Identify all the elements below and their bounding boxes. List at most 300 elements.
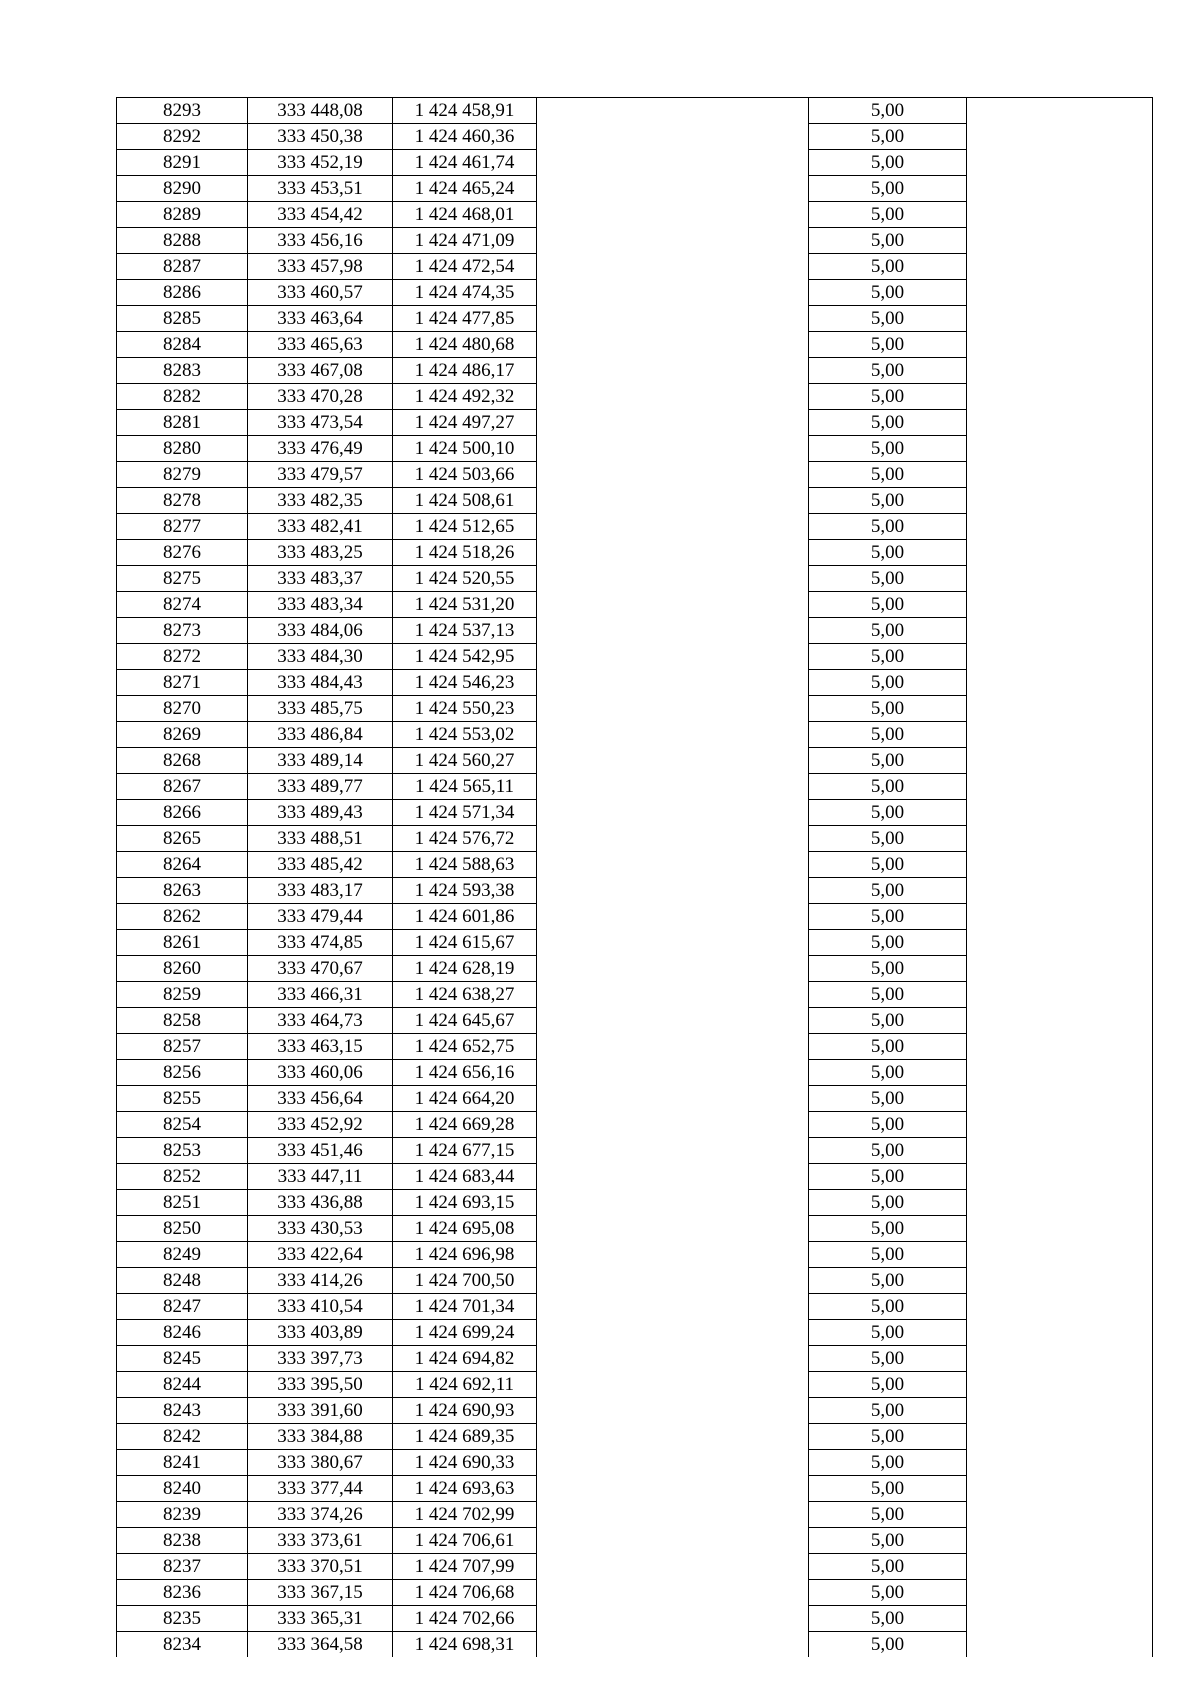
- value-cell: 5,00: [809, 644, 967, 670]
- value-cell: 5,00: [809, 280, 967, 306]
- blank-cell: [537, 202, 809, 228]
- table-row: [117, 1450, 1153, 1476]
- value-cell: 5,00: [809, 696, 967, 722]
- value-cell: 5,00: [809, 228, 967, 254]
- table-row: [117, 826, 1153, 852]
- x-coordinate-cell: 333 422,64: [248, 1242, 393, 1268]
- blank-cell: [537, 280, 809, 306]
- blank-right-cell: [967, 1554, 1153, 1580]
- point-number-cell: 8258: [117, 1008, 248, 1034]
- x-coordinate-cell: 333 476,49: [248, 436, 393, 462]
- value-cell: 5,00: [809, 124, 967, 150]
- point-number-cell: 8285: [117, 306, 248, 332]
- y-coordinate-cell: 1 424 508,61: [393, 488, 537, 514]
- coordinates-table: [116, 97, 1153, 1657]
- table-row: [117, 1190, 1153, 1216]
- y-coordinate-cell: 1 424 677,15: [393, 1138, 537, 1164]
- point-number-cell: 8265: [117, 826, 248, 852]
- x-coordinate-cell: 333 391,60: [248, 1398, 393, 1424]
- x-coordinate-cell: 333 377,44: [248, 1476, 393, 1502]
- y-coordinate-cell: 1 424 531,20: [393, 592, 537, 618]
- blank-right-cell: [967, 1580, 1153, 1606]
- blank-cell: [537, 1372, 809, 1398]
- table-row: [117, 306, 1153, 332]
- y-coordinate-cell: 1 424 471,09: [393, 228, 537, 254]
- point-number-cell: 8287: [117, 254, 248, 280]
- table-row: [117, 852, 1153, 878]
- table-row: [117, 696, 1153, 722]
- value-cell: 5,00: [809, 1580, 967, 1606]
- x-coordinate-cell: 333 373,61: [248, 1528, 393, 1554]
- table-row: [117, 566, 1153, 592]
- blank-right-cell: [967, 982, 1153, 1008]
- table-row: [117, 748, 1153, 774]
- y-coordinate-cell: 1 424 465,24: [393, 176, 537, 202]
- value-cell: 5,00: [809, 774, 967, 800]
- point-number-cell: 8272: [117, 644, 248, 670]
- table-row: [117, 1632, 1153, 1658]
- blank-cell: [537, 644, 809, 670]
- x-coordinate-cell: 333 483,37: [248, 566, 393, 592]
- blank-cell: [537, 800, 809, 826]
- table-row: [117, 1138, 1153, 1164]
- point-number-cell: 8274: [117, 592, 248, 618]
- blank-right-cell: [967, 774, 1153, 800]
- point-number-cell: 8238: [117, 1528, 248, 1554]
- blank-right-cell: [967, 1346, 1153, 1372]
- value-cell: 5,00: [809, 1008, 967, 1034]
- table-row: [117, 1112, 1153, 1138]
- x-coordinate-cell: 333 467,08: [248, 358, 393, 384]
- point-number-cell: 8292: [117, 124, 248, 150]
- table-row: [117, 904, 1153, 930]
- point-number-cell: 8242: [117, 1424, 248, 1450]
- table-row: [117, 462, 1153, 488]
- table-row: [117, 1476, 1153, 1502]
- point-number-cell: 8270: [117, 696, 248, 722]
- y-coordinate-cell: 1 424 565,11: [393, 774, 537, 800]
- value-cell: 5,00: [809, 436, 967, 462]
- blank-cell: [537, 982, 809, 1008]
- point-number-cell: 8261: [117, 930, 248, 956]
- value-cell: 5,00: [809, 332, 967, 358]
- x-coordinate-cell: 333 403,89: [248, 1320, 393, 1346]
- value-cell: 5,00: [809, 1164, 967, 1190]
- blank-cell: [537, 1008, 809, 1034]
- blank-cell: [537, 930, 809, 956]
- blank-cell: [537, 1190, 809, 1216]
- y-coordinate-cell: 1 424 645,67: [393, 1008, 537, 1034]
- point-number-cell: 8250: [117, 1216, 248, 1242]
- blank-cell: [537, 1164, 809, 1190]
- point-number-cell: 8269: [117, 722, 248, 748]
- blank-right-cell: [967, 150, 1153, 176]
- point-number-cell: 8263: [117, 878, 248, 904]
- y-coordinate-cell: 1 424 537,13: [393, 618, 537, 644]
- point-number-cell: 8260: [117, 956, 248, 982]
- x-coordinate-cell: 333 454,42: [248, 202, 393, 228]
- blank-right-cell: [967, 1242, 1153, 1268]
- value-cell: 5,00: [809, 462, 967, 488]
- value-cell: 5,00: [809, 670, 967, 696]
- table-row: [117, 280, 1153, 306]
- blank-right-cell: [967, 904, 1153, 930]
- y-coordinate-cell: 1 424 693,63: [393, 1476, 537, 1502]
- table-row: [117, 1346, 1153, 1372]
- point-number-cell: 8283: [117, 358, 248, 384]
- blank-right-cell: [967, 956, 1153, 982]
- table-row: [117, 488, 1153, 514]
- x-coordinate-cell: 333 457,98: [248, 254, 393, 280]
- x-coordinate-cell: 333 456,16: [248, 228, 393, 254]
- point-number-cell: 8253: [117, 1138, 248, 1164]
- value-cell: 5,00: [809, 930, 967, 956]
- x-coordinate-cell: 333 365,31: [248, 1606, 393, 1632]
- blank-right-cell: [967, 124, 1153, 150]
- point-number-cell: 8282: [117, 384, 248, 410]
- value-cell: 5,00: [809, 384, 967, 410]
- y-coordinate-cell: 1 424 503,66: [393, 462, 537, 488]
- y-coordinate-cell: 1 424 576,72: [393, 826, 537, 852]
- value-cell: 5,00: [809, 956, 967, 982]
- point-number-cell: 8289: [117, 202, 248, 228]
- point-number-cell: 8236: [117, 1580, 248, 1606]
- y-coordinate-cell: 1 424 683,44: [393, 1164, 537, 1190]
- blank-cell: [537, 1346, 809, 1372]
- point-number-cell: 8284: [117, 332, 248, 358]
- blank-cell: [537, 176, 809, 202]
- blank-right-cell: [967, 852, 1153, 878]
- value-cell: 5,00: [809, 800, 967, 826]
- y-coordinate-cell: 1 424 560,27: [393, 748, 537, 774]
- value-cell: 5,00: [809, 202, 967, 228]
- y-coordinate-cell: 1 424 696,98: [393, 1242, 537, 1268]
- y-coordinate-cell: 1 424 707,99: [393, 1554, 537, 1580]
- value-cell: 5,00: [809, 1216, 967, 1242]
- value-cell: 5,00: [809, 1190, 967, 1216]
- point-number-cell: 8293: [117, 98, 248, 124]
- value-cell: 5,00: [809, 488, 967, 514]
- blank-cell: [537, 878, 809, 904]
- table-row: [117, 1034, 1153, 1060]
- blank-cell: [537, 124, 809, 150]
- blank-right-cell: [967, 254, 1153, 280]
- blank-cell: [537, 1398, 809, 1424]
- y-coordinate-cell: 1 424 500,10: [393, 436, 537, 462]
- blank-cell: [537, 1502, 809, 1528]
- blank-right-cell: [967, 878, 1153, 904]
- x-coordinate-cell: 333 486,84: [248, 722, 393, 748]
- y-coordinate-cell: 1 424 656,16: [393, 1060, 537, 1086]
- x-coordinate-cell: 333 479,44: [248, 904, 393, 930]
- blank-right-cell: [967, 1528, 1153, 1554]
- x-coordinate-cell: 333 485,42: [248, 852, 393, 878]
- x-coordinate-cell: 333 489,43: [248, 800, 393, 826]
- y-coordinate-cell: 1 424 472,54: [393, 254, 537, 280]
- x-coordinate-cell: 333 374,26: [248, 1502, 393, 1528]
- blank-right-cell: [967, 1372, 1153, 1398]
- blank-right-cell: [967, 1112, 1153, 1138]
- table-row: [117, 150, 1153, 176]
- x-coordinate-cell: 333 489,14: [248, 748, 393, 774]
- x-coordinate-cell: 333 484,06: [248, 618, 393, 644]
- blank-cell: [537, 462, 809, 488]
- table-row: [117, 1502, 1153, 1528]
- x-coordinate-cell: 333 464,73: [248, 1008, 393, 1034]
- value-cell: 5,00: [809, 1268, 967, 1294]
- blank-cell: [537, 1320, 809, 1346]
- blank-right-cell: [967, 1190, 1153, 1216]
- value-cell: 5,00: [809, 1372, 967, 1398]
- blank-right-cell: [967, 1502, 1153, 1528]
- table-row: [117, 1268, 1153, 1294]
- point-number-cell: 8290: [117, 176, 248, 202]
- point-number-cell: 8271: [117, 670, 248, 696]
- point-number-cell: 8255: [117, 1086, 248, 1112]
- point-number-cell: 8235: [117, 1606, 248, 1632]
- blank-right-cell: [967, 1606, 1153, 1632]
- value-cell: 5,00: [809, 826, 967, 852]
- x-coordinate-cell: 333 482,41: [248, 514, 393, 540]
- table-row: [117, 254, 1153, 280]
- y-coordinate-cell: 1 424 460,36: [393, 124, 537, 150]
- blank-cell: [537, 1554, 809, 1580]
- value-cell: 5,00: [809, 1112, 967, 1138]
- y-coordinate-cell: 1 424 474,35: [393, 280, 537, 306]
- point-number-cell: 8264: [117, 852, 248, 878]
- blank-right-cell: [967, 280, 1153, 306]
- point-number-cell: 8249: [117, 1242, 248, 1268]
- x-coordinate-cell: 333 473,54: [248, 410, 393, 436]
- value-cell: 5,00: [809, 1554, 967, 1580]
- y-coordinate-cell: 1 424 628,19: [393, 956, 537, 982]
- blank-cell: [537, 1138, 809, 1164]
- x-coordinate-cell: 333 470,67: [248, 956, 393, 982]
- point-number-cell: 8243: [117, 1398, 248, 1424]
- table-row: [117, 1164, 1153, 1190]
- blank-right-cell: [967, 228, 1153, 254]
- blank-right-cell: [967, 826, 1153, 852]
- x-coordinate-cell: 333 436,88: [248, 1190, 393, 1216]
- table-row: [117, 1242, 1153, 1268]
- value-cell: 5,00: [809, 1346, 967, 1372]
- value-cell: 5,00: [809, 1242, 967, 1268]
- coordinates-table-body: [117, 98, 1153, 1658]
- y-coordinate-cell: 1 424 461,74: [393, 150, 537, 176]
- table-row: [117, 384, 1153, 410]
- value-cell: 5,00: [809, 254, 967, 280]
- value-cell: 5,00: [809, 722, 967, 748]
- blank-right-cell: [967, 1476, 1153, 1502]
- blank-right-cell: [967, 384, 1153, 410]
- blank-cell: [537, 826, 809, 852]
- blank-right-cell: [967, 514, 1153, 540]
- point-number-cell: 8248: [117, 1268, 248, 1294]
- y-coordinate-cell: 1 424 652,75: [393, 1034, 537, 1060]
- value-cell: 5,00: [809, 150, 967, 176]
- blank-cell: [537, 1580, 809, 1606]
- blank-cell: [537, 904, 809, 930]
- x-coordinate-cell: 333 450,38: [248, 124, 393, 150]
- table-row: [117, 1086, 1153, 1112]
- blank-cell: [537, 670, 809, 696]
- blank-cell: [537, 1242, 809, 1268]
- blank-cell: [537, 592, 809, 618]
- blank-right-cell: [967, 1086, 1153, 1112]
- blank-cell: [537, 410, 809, 436]
- blank-cell: [537, 1216, 809, 1242]
- x-coordinate-cell: 333 456,64: [248, 1086, 393, 1112]
- blank-right-cell: [967, 1060, 1153, 1086]
- x-coordinate-cell: 333 364,58: [248, 1632, 393, 1658]
- point-number-cell: 8241: [117, 1450, 248, 1476]
- x-coordinate-cell: 333 397,73: [248, 1346, 393, 1372]
- y-coordinate-cell: 1 424 486,17: [393, 358, 537, 384]
- table-row: [117, 1008, 1153, 1034]
- table-row: [117, 592, 1153, 618]
- value-cell: 5,00: [809, 1502, 967, 1528]
- blank-right-cell: [967, 462, 1153, 488]
- table-row: [117, 436, 1153, 462]
- y-coordinate-cell: 1 424 690,33: [393, 1450, 537, 1476]
- point-number-cell: 8254: [117, 1112, 248, 1138]
- y-coordinate-cell: 1 424 512,65: [393, 514, 537, 540]
- value-cell: 5,00: [809, 1528, 967, 1554]
- y-coordinate-cell: 1 424 480,68: [393, 332, 537, 358]
- blank-right-cell: [967, 1424, 1153, 1450]
- table-row: [117, 1216, 1153, 1242]
- y-coordinate-cell: 1 424 694,82: [393, 1346, 537, 1372]
- value-cell: 5,00: [809, 566, 967, 592]
- point-number-cell: 8267: [117, 774, 248, 800]
- table-row: [117, 670, 1153, 696]
- x-coordinate-cell: 333 489,77: [248, 774, 393, 800]
- blank-right-cell: [967, 358, 1153, 384]
- point-number-cell: 8244: [117, 1372, 248, 1398]
- value-cell: 5,00: [809, 1320, 967, 1346]
- point-number-cell: 8247: [117, 1294, 248, 1320]
- x-coordinate-cell: 333 482,35: [248, 488, 393, 514]
- y-coordinate-cell: 1 424 550,23: [393, 696, 537, 722]
- x-coordinate-cell: 333 453,51: [248, 176, 393, 202]
- point-number-cell: 8246: [117, 1320, 248, 1346]
- x-coordinate-cell: 333 484,30: [248, 644, 393, 670]
- point-number-cell: 8262: [117, 904, 248, 930]
- y-coordinate-cell: 1 424 693,15: [393, 1190, 537, 1216]
- point-number-cell: 8280: [117, 436, 248, 462]
- table-row: [117, 1398, 1153, 1424]
- y-coordinate-cell: 1 424 695,08: [393, 1216, 537, 1242]
- y-coordinate-cell: 1 424 615,67: [393, 930, 537, 956]
- blank-right-cell: [967, 644, 1153, 670]
- table-row: [117, 1372, 1153, 1398]
- blank-right-cell: [967, 306, 1153, 332]
- point-number-cell: 8286: [117, 280, 248, 306]
- value-cell: 5,00: [809, 748, 967, 774]
- x-coordinate-cell: 333 465,63: [248, 332, 393, 358]
- y-coordinate-cell: 1 424 689,35: [393, 1424, 537, 1450]
- point-number-cell: 8252: [117, 1164, 248, 1190]
- y-coordinate-cell: 1 424 669,28: [393, 1112, 537, 1138]
- x-coordinate-cell: 333 395,50: [248, 1372, 393, 1398]
- blank-cell: [537, 696, 809, 722]
- y-coordinate-cell: 1 424 546,23: [393, 670, 537, 696]
- blank-right-cell: [967, 1008, 1153, 1034]
- x-coordinate-cell: 333 452,92: [248, 1112, 393, 1138]
- value-cell: 5,00: [809, 98, 967, 124]
- point-number-cell: 8278: [117, 488, 248, 514]
- table-row: [117, 540, 1153, 566]
- blank-right-cell: [967, 410, 1153, 436]
- table-row: [117, 774, 1153, 800]
- blank-cell: [537, 1606, 809, 1632]
- table-row: [117, 1060, 1153, 1086]
- blank-cell: [537, 306, 809, 332]
- value-cell: 5,00: [809, 1060, 967, 1086]
- value-cell: 5,00: [809, 904, 967, 930]
- blank-right-cell: [967, 722, 1153, 748]
- blank-cell: [537, 384, 809, 410]
- blank-cell: [537, 1086, 809, 1112]
- value-cell: 5,00: [809, 410, 967, 436]
- y-coordinate-cell: 1 424 690,93: [393, 1398, 537, 1424]
- y-coordinate-cell: 1 424 700,50: [393, 1268, 537, 1294]
- y-coordinate-cell: 1 424 477,85: [393, 306, 537, 332]
- y-coordinate-cell: 1 424 601,86: [393, 904, 537, 930]
- value-cell: 5,00: [809, 982, 967, 1008]
- blank-right-cell: [967, 1632, 1153, 1658]
- point-number-cell: 8268: [117, 748, 248, 774]
- blank-right-cell: [967, 1450, 1153, 1476]
- blank-cell: [537, 956, 809, 982]
- y-coordinate-cell: 1 424 497,27: [393, 410, 537, 436]
- x-coordinate-cell: 333 463,15: [248, 1034, 393, 1060]
- blank-right-cell: [967, 1320, 1153, 1346]
- blank-cell: [537, 748, 809, 774]
- x-coordinate-cell: 333 470,28: [248, 384, 393, 410]
- value-cell: 5,00: [809, 1138, 967, 1164]
- table-row: [117, 176, 1153, 202]
- value-cell: 5,00: [809, 618, 967, 644]
- table-row: [117, 124, 1153, 150]
- value-cell: 5,00: [809, 1424, 967, 1450]
- x-coordinate-cell: 333 410,54: [248, 1294, 393, 1320]
- x-coordinate-cell: 333 448,08: [248, 98, 393, 124]
- blank-cell: [537, 358, 809, 384]
- blank-right-cell: [967, 800, 1153, 826]
- y-coordinate-cell: 1 424 699,24: [393, 1320, 537, 1346]
- value-cell: 5,00: [809, 540, 967, 566]
- blank-cell: [537, 1632, 809, 1658]
- blank-cell: [537, 488, 809, 514]
- blank-cell: [537, 514, 809, 540]
- table-row: [117, 410, 1153, 436]
- table-row: [117, 800, 1153, 826]
- value-cell: 5,00: [809, 1086, 967, 1112]
- x-coordinate-cell: 333 488,51: [248, 826, 393, 852]
- value-cell: 5,00: [809, 1632, 967, 1658]
- point-number-cell: 8276: [117, 540, 248, 566]
- point-number-cell: 8277: [117, 514, 248, 540]
- point-number-cell: 8257: [117, 1034, 248, 1060]
- y-coordinate-cell: 1 424 542,95: [393, 644, 537, 670]
- point-number-cell: 8259: [117, 982, 248, 1008]
- y-coordinate-cell: 1 424 588,63: [393, 852, 537, 878]
- x-coordinate-cell: 333 484,43: [248, 670, 393, 696]
- blank-right-cell: [967, 1164, 1153, 1190]
- blank-cell: [537, 254, 809, 280]
- table-row: [117, 228, 1153, 254]
